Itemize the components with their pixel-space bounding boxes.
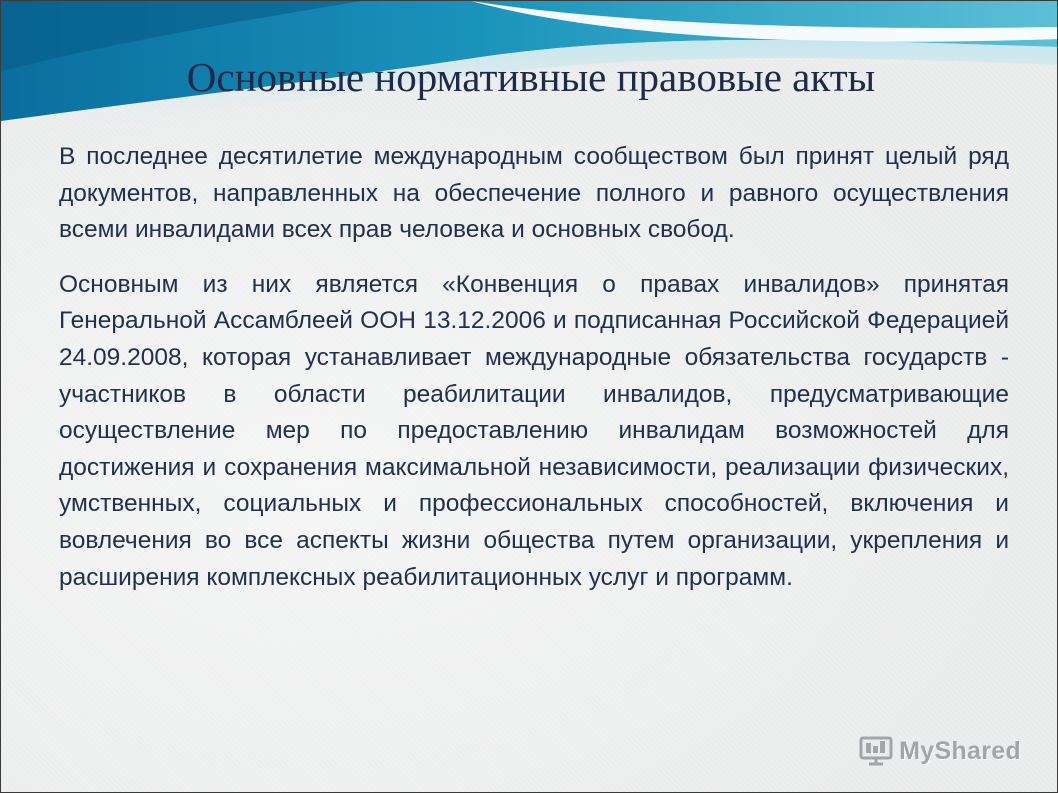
slide-title: Основные нормативные правовые акты	[186, 54, 876, 100]
slide-body	[59, 139, 1009, 614]
myshared-watermark	[859, 736, 1021, 766]
paragraph-intro: В последнее десятилетие международным сообществом был принят целый ряд документов, направленных на обеспечение полного и равного осуществления всеми инвалидами всех прав человека и основных свобод.	[59, 143, 1009, 244]
watermark-logo-text: MyShared	[899, 736, 1021, 765]
paragraph-convention: Основным из них является «Конвенция о правах инвалидов» принятая Генеральной Ассамблеей ООН 13.12.2006 и подписанная Российской Федерацией 24.09.2008, которая устанавливает международные обязательства государств - участников в области реабилитации инвалидов, предусматривающие осуществление мер по предоставлению инвалидам возможностей для достижения и сохранения максимальной независимости, реализации физических, умственных, социальных и профессиональных способностей, включения и вовлечения во все аспекты жизни общества путем организации, укрепления и расширения комплексных реабилитационных услуг и программ.	[59, 270, 1009, 591]
presentation-screen-icon	[859, 736, 893, 766]
